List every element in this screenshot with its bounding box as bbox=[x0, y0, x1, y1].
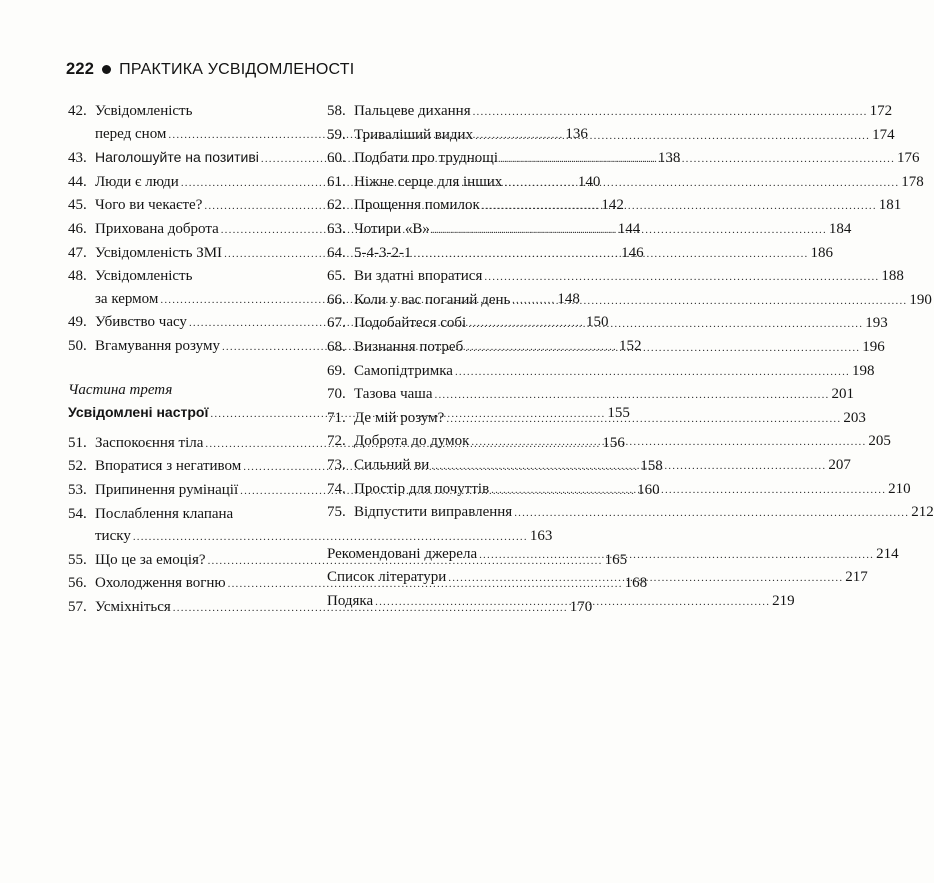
leader-dots bbox=[468, 313, 863, 336]
entry-page: 219 bbox=[772, 592, 795, 609]
entry-number: 69. bbox=[327, 362, 346, 379]
entry-number: 68. bbox=[327, 338, 346, 355]
entry-number: 51. bbox=[68, 434, 87, 451]
toc-entry[interactable] bbox=[68, 265, 310, 288]
entry-number: 57. bbox=[68, 598, 87, 615]
entry-number: 75. bbox=[327, 504, 346, 521]
running-title: ПРАКТИКА УСВІДОМЛЕНОСТІ bbox=[119, 60, 355, 78]
leader-dots bbox=[512, 290, 907, 313]
entry-number: 60. bbox=[327, 150, 346, 167]
entry-number: 66. bbox=[327, 291, 346, 308]
entry-page: 144 bbox=[617, 220, 641, 237]
entry-title: Подяка bbox=[327, 592, 374, 609]
entry-number: 67. bbox=[327, 315, 346, 332]
entry-page: 174 bbox=[872, 126, 895, 143]
entry-page: 207 bbox=[828, 456, 851, 473]
entry-page: 146 bbox=[621, 244, 644, 261]
entry-title: Рекомендовані джерела bbox=[327, 545, 478, 562]
leader-dots bbox=[375, 591, 770, 614]
entry-page: 148 bbox=[557, 290, 580, 307]
entry-number: 50. bbox=[68, 337, 87, 354]
entry-number: 65. bbox=[327, 268, 346, 285]
part-label: Частина третя bbox=[68, 381, 173, 398]
entry-page: 190 bbox=[909, 291, 932, 308]
entry-page: 152 bbox=[618, 337, 642, 354]
running-header bbox=[66, 60, 354, 79]
entry-number: 70. bbox=[327, 386, 346, 403]
leader-dots bbox=[491, 479, 886, 502]
entry-title: Припинення румінації bbox=[95, 481, 239, 498]
entry-title: Вгамування розуму bbox=[95, 337, 220, 354]
entry-title: Триваліший видих bbox=[354, 126, 474, 143]
entry-title: Список літератури bbox=[327, 569, 447, 586]
entry-title: Ніжне серце для інших bbox=[354, 173, 503, 190]
leader-dots bbox=[473, 101, 868, 124]
leader-dots bbox=[514, 502, 909, 525]
entry-number: 45. bbox=[68, 197, 87, 214]
leader-dots bbox=[432, 219, 827, 242]
entry-title: 5-4-3-2-1 bbox=[354, 244, 412, 261]
entry-number: 53. bbox=[68, 481, 87, 498]
entry-title: Подобайтеся собі bbox=[354, 315, 467, 332]
entry-page: 150 bbox=[585, 314, 609, 331]
leader-dots bbox=[413, 243, 808, 266]
leader-dots bbox=[446, 408, 841, 431]
entry-page: 163 bbox=[529, 528, 553, 545]
entry-title: Простір для почуттів bbox=[354, 480, 490, 497]
entry-page: 138 bbox=[657, 150, 681, 167]
entry-title: Сильний ви bbox=[354, 456, 430, 473]
entry-page: 160 bbox=[637, 481, 660, 498]
entry-number: 47. bbox=[68, 244, 87, 261]
toc-entry[interactable] bbox=[327, 100, 893, 124]
toc-entry[interactable] bbox=[68, 503, 310, 526]
entry-number: 43. bbox=[68, 150, 87, 167]
entry-title: Люди є люди bbox=[95, 173, 179, 190]
entry-page: 203 bbox=[843, 409, 866, 426]
part-page: 155 bbox=[607, 405, 630, 422]
entry-title: Чого ви чекаєте? bbox=[95, 197, 203, 214]
entry-page: 214 bbox=[876, 545, 899, 562]
entry-title: Пальцеве дихання bbox=[354, 103, 471, 119]
page-number: 222 bbox=[66, 60, 95, 78]
entry-title-continuation: за кермом bbox=[95, 290, 159, 307]
entry-page: 186 bbox=[810, 244, 833, 261]
entry-title: Впоратися з негативом bbox=[95, 458, 242, 475]
entry-title: Усвідомленість bbox=[95, 103, 193, 119]
entry-title: Відпустити виправлення bbox=[354, 504, 513, 521]
leader-dots bbox=[471, 431, 866, 454]
entry-number: 62. bbox=[327, 197, 346, 214]
entry-title: Усміхніться bbox=[95, 598, 171, 615]
entry-title: Тазова чаша bbox=[354, 386, 433, 403]
entry-title: Усвідомленість ЗМІ bbox=[95, 244, 223, 261]
leader-dots bbox=[482, 195, 877, 218]
entry-page: 184 bbox=[828, 220, 852, 237]
entry-page: 172 bbox=[869, 103, 893, 119]
entry-number: 42. bbox=[68, 103, 87, 119]
entry-title: Де мій розум? bbox=[354, 409, 445, 426]
entry-number: 52. bbox=[68, 458, 87, 475]
entry-page: 176 bbox=[897, 150, 920, 167]
entry-page: 158 bbox=[640, 458, 663, 475]
entry-title: Доброта до думок bbox=[354, 433, 470, 450]
entry-number: 64. bbox=[327, 244, 346, 261]
toc-entry[interactable] bbox=[327, 360, 875, 384]
entry-number: 74. bbox=[327, 480, 346, 497]
back-matter-spacer bbox=[327, 525, 568, 543]
entry-page: 217 bbox=[845, 569, 868, 586]
entry-page: 193 bbox=[865, 315, 888, 332]
entry-number: 44. bbox=[68, 173, 87, 190]
entry-title: Прихована доброта bbox=[95, 220, 219, 237]
entry-page: 168 bbox=[624, 575, 648, 592]
entry-number: 61. bbox=[327, 173, 346, 190]
entry-title: Визнання потреб bbox=[354, 338, 464, 355]
entry-number: 71. bbox=[327, 409, 346, 426]
leader-dots bbox=[448, 567, 843, 590]
leader-dots bbox=[465, 337, 860, 360]
leader-dots bbox=[431, 455, 826, 478]
leader-dots bbox=[475, 125, 870, 148]
entry-title: Самопідтримка bbox=[354, 362, 453, 379]
entry-page: 188 bbox=[881, 268, 904, 285]
entry-page: 212 bbox=[911, 504, 934, 521]
leader-dots bbox=[435, 384, 830, 407]
entry-title: Ви здатні впоратися bbox=[354, 268, 483, 285]
entry-number: 54. bbox=[68, 505, 87, 522]
entry-number: 46. bbox=[68, 220, 87, 237]
entry-number: 56. bbox=[68, 575, 87, 592]
entry-number: 58. bbox=[327, 103, 346, 119]
leader-dots bbox=[479, 544, 874, 567]
entry-page: 205 bbox=[868, 433, 891, 450]
toc-entry[interactable] bbox=[327, 501, 934, 525]
entry-number: 63. bbox=[327, 220, 346, 237]
leader-dots bbox=[500, 148, 895, 171]
entry-title: Заспокоєння тіла bbox=[95, 434, 204, 451]
toc-entry[interactable] bbox=[327, 383, 854, 407]
entry-title: Подбати про труднощі bbox=[354, 150, 499, 167]
entry-page: 165 bbox=[604, 551, 628, 568]
entry-number: 55. bbox=[68, 551, 87, 568]
entry-title: Чотири «В» bbox=[354, 220, 430, 237]
entry-title: Що це за емоція? bbox=[95, 551, 206, 568]
entry-page: 210 bbox=[888, 480, 911, 497]
entry-title-continuation: перед сном bbox=[95, 125, 167, 142]
entry-page: 181 bbox=[878, 197, 902, 214]
entry-number: 48. bbox=[68, 268, 87, 285]
entry-title: Наголошуйте на позитиві bbox=[95, 149, 259, 166]
entry-page: 142 bbox=[601, 197, 624, 214]
leader-dots bbox=[504, 172, 899, 195]
entry-title-continuation: тиску bbox=[95, 528, 131, 545]
entry-number: 59. bbox=[327, 126, 346, 143]
entry-number: 72. bbox=[327, 433, 346, 450]
part-spacer bbox=[68, 359, 310, 379]
entry-page: 198 bbox=[851, 362, 875, 379]
bullet-icon bbox=[102, 65, 111, 74]
entry-page: 136 bbox=[565, 125, 588, 142]
entry-title: Прощення помилок bbox=[354, 197, 480, 214]
entry-title: Послаблення клапана bbox=[95, 505, 234, 522]
leader-dots bbox=[455, 361, 850, 384]
entry-page: 156 bbox=[602, 434, 625, 451]
entry-title: Убивство часу bbox=[95, 314, 187, 331]
entry-page: 201 bbox=[831, 386, 854, 403]
entry-page: 170 bbox=[569, 598, 593, 615]
entry-title: Усвідомленість bbox=[95, 268, 193, 285]
toc-entry[interactable] bbox=[327, 265, 904, 289]
entry-title: Охолодження вогню bbox=[95, 575, 226, 592]
entry-page: 178 bbox=[901, 173, 924, 190]
entry-page: 140 bbox=[577, 173, 601, 190]
entry-title: Коли у вас поганий день bbox=[354, 291, 511, 308]
entry-page: 196 bbox=[862, 338, 885, 355]
toc-entry[interactable] bbox=[68, 100, 310, 123]
toc-entry-continuation[interactable] bbox=[68, 525, 553, 549]
leader-dots bbox=[484, 266, 879, 289]
entry-number: 49. bbox=[68, 314, 87, 331]
entry-number: 73. bbox=[327, 456, 346, 473]
part-title: Усвідомлені настрої bbox=[68, 404, 209, 421]
